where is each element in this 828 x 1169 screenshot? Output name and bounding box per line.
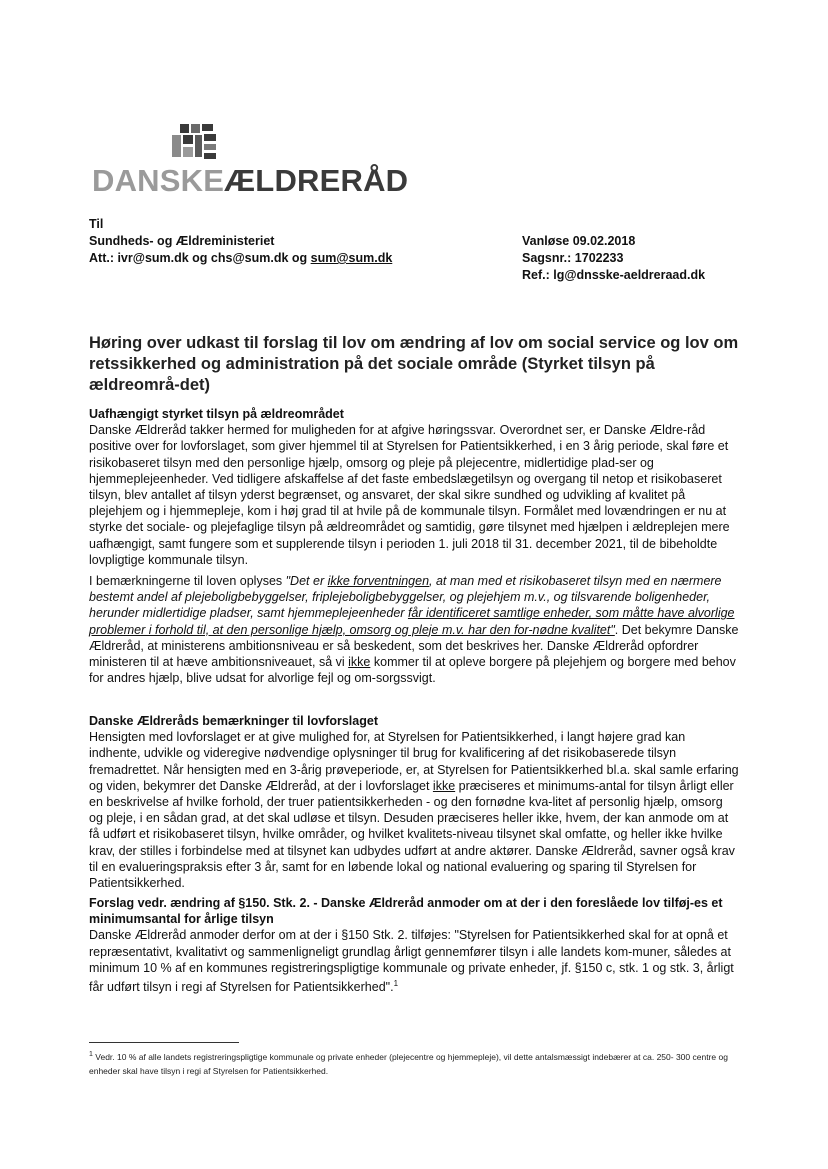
quote-underlined-run: får identificeret samtlige enheder, som måtte have alvorlige problemer i forhold til, at den personlige hjælp, omsorg og pleje m.v. har den for-nødne kvalitet" — [89, 606, 735, 637]
text-run: . Det bekymre Danske Ældreråd, at ministerens ambitionsniveau er så beskedent, som det beskrives her. Danske Ældreråd opfordrer ministeren til at hæve ambitionsniveauet, så vi — [89, 622, 739, 670]
section-independent-supervision — [89, 406, 739, 568]
logo-word-aeldreraad: ÆLDRERÅD — [224, 163, 409, 198]
document-title: Høring over udkast til forslag til lov om ændring af lov om social service og lov om retssikkerhed og administration på det sociale område (Styrket tilsyn på ældreområ-det) — [89, 334, 739, 394]
quote-run: "Det er — [285, 574, 328, 588]
section-paragraph — [89, 573, 739, 686]
text-run: Danske Ældreråd anmoder derfor om at der i §150 Stk. 2. tilføjes: "Styrelsen for Patientsikkerhed skal for at opnå et repræsentativt, kvalitativt og sammenligneligt grundlag årligt gennemfører tilsyn i alle landets kom-muner, således at minimum 10 % af en kommunes registreringspligtige kommunale og private enheder, jf. §150 c, stk. 1 og stk. 3, årligt får udført tilsyn i regi af Styrelsen for Patientsikkerhed". — [89, 928, 734, 995]
logo-wordmark — [92, 165, 408, 197]
letter-meta-block — [522, 233, 705, 284]
section-paragraph — [89, 729, 739, 891]
section-remarks-quote — [89, 573, 739, 686]
section-heading: Uafhængigt styrket tilsyn på ældreområdet — [89, 407, 344, 421]
danske-aeldreraad-logo-mark-icon — [170, 122, 220, 166]
section-heading: Forslag vedr. ændring af §150. Stk. 2. - Danske Ældreråd anmoder om at der i den foreslåede lov tilføj-es et minimumsantal for årlige tilsyn — [89, 896, 723, 927]
addressee-to: Til — [89, 217, 104, 231]
text-run: præciseres et minimums-antal for tilsyn årligt eller en beskrivelse af hvilke forhold, der truer patientsikkerheden - og den fornødne kva-litet af personlig hjælp, omsorg og pleje, i en sådan grad, at det skal udløse et tilsyn. Desuden præciseres heller ikke, hvem, der kan anmode om at få udført et risikobaseret tilsyn, hvilke områder, og hvilket kvalitets-niveau tilsynet skal omfatte, og heller ikke hvilke krav, der stilles i forbindelse med at tilsynet kan udbydes udført at andre aktører. Danske Ældreråd, savner også krav til en evalueringspraksis efter 3 år, samt for en løbende lokal og national evaluering og sparing til Styrelsen for Patientsikkerhed. — [89, 778, 735, 891]
section-paragraph — [89, 927, 739, 995]
addressee-block — [89, 216, 392, 267]
addressee-att — [89, 250, 392, 267]
section-heading: Danske Ældreråds bemærkninger til lovforslaget — [89, 714, 378, 728]
section-remarks-on-bill — [89, 713, 739, 891]
addressee-email-link[interactable]: sum@sum.dk — [310, 251, 393, 265]
text-run: I bemærkningerne til loven oplyses — [89, 574, 286, 588]
footnote-divider — [89, 1042, 239, 1043]
logo-word-danske: DANSKE — [92, 163, 225, 198]
section-paragraph: Danske Ældreråd takker hermed for muligheden for at afgive høringssvar. Overordnet ser, er Danske Ældre-råd positive over for lovforslaget, som giver hjemmel til at Styrelsen for Patientsikkerhed, i en 3 årig periode, skal føre et risikobaseret tilsyn med den personlige hjælp, omsorg og pleje på plejecentre, midlertidige plad-ser og hjemmeplejeenheder. Ved tidligere afskaffelse af det faste embedslægetilsyn og overgang til netop et risikobaseret tilsyn, blev antallet af tilsyn yderst begrænset, og ansvaret, der skal sikre sundhed og udvikling af kvalitet på plejehjem og i hjemmepleje, kom i høj grad til at hvile på de kommunale tilsyn. Formålet med lovændringen er nu at styrke det sociale- og plejefaglige tilsyn på ældreområdet og samtidig, gøre tilsynet med hjælpen i ældreplejen mere uafhængigt, samt fungere som et supplerende tilsyn i perioden 1. juli 2018 til 31. december 2021, til de bibeholdte lovpligtige kommunale tilsyn. — [89, 423, 730, 567]
footnote-text: Vedr. 10 % af alle landets registreringspligtige kommunale og private enheder (plejecentre og hjemmepleje), vil dette antalsmæssigt indebærer at ca. 250- 300 centre og enheder skal have tilsyn i regi af Styrelsen for Patientsikkerhed. — [89, 1051, 728, 1076]
reference: Ref.: lg@dnsske-aeldreraad.dk — [522, 268, 706, 282]
section-proposal-150 — [89, 895, 739, 995]
quote-run: , at man med et risikobaseret tilsyn med en nærmere bestemt andel af plejeboligbebyggelser, friplejeboligbebyggelser, og plejehjem m.v., og tilsvarende boligenheder, herunder midlertidige pladser, samt hjemmeplejeenheder — [89, 574, 722, 621]
place-date: Vanløse 09.02.2018 — [522, 234, 636, 248]
text-run: kommer til at opleve borgere på plejehjem og borgere med behov for andres hjælp, blive udsat for alvorlige fejl og om-sorgssvigt. — [89, 655, 736, 686]
footnote-number: 1 — [89, 1051, 93, 1058]
text-run: Hensigten med lovforslaget er at give mulighed for, at Styrelsen for Patientsikkerhed, i langt højere grad kan indhente, udvikle og videregive nødvendige oplysninger til brug for kvalificering af det risikobaserede tilsyn fremadrettet. Når hensigten med en 3-årig prøveperiode, er, at Styrelsen for Patientsikkerhed bl.a. skal samle erfaring og viden, bekymrer det Danske Ældreråd, at der i lovforslaget — [89, 730, 739, 793]
addressee-att-text: Att.: ivr@sum.dk og chs@sum.dk og — [89, 251, 311, 265]
underlined-run: ikke — [432, 778, 456, 793]
addressee-ministry: Sundheds- og Ældreministeriet — [89, 234, 275, 248]
case-number: Sagsnr.: 1702233 — [522, 251, 624, 265]
footnote-reference[interactable]: 1 — [393, 979, 399, 989]
underlined-run: ikke — [348, 655, 371, 670]
footnote — [89, 1048, 749, 1078]
quote-underlined-run: ikke forventningen — [327, 574, 430, 588]
